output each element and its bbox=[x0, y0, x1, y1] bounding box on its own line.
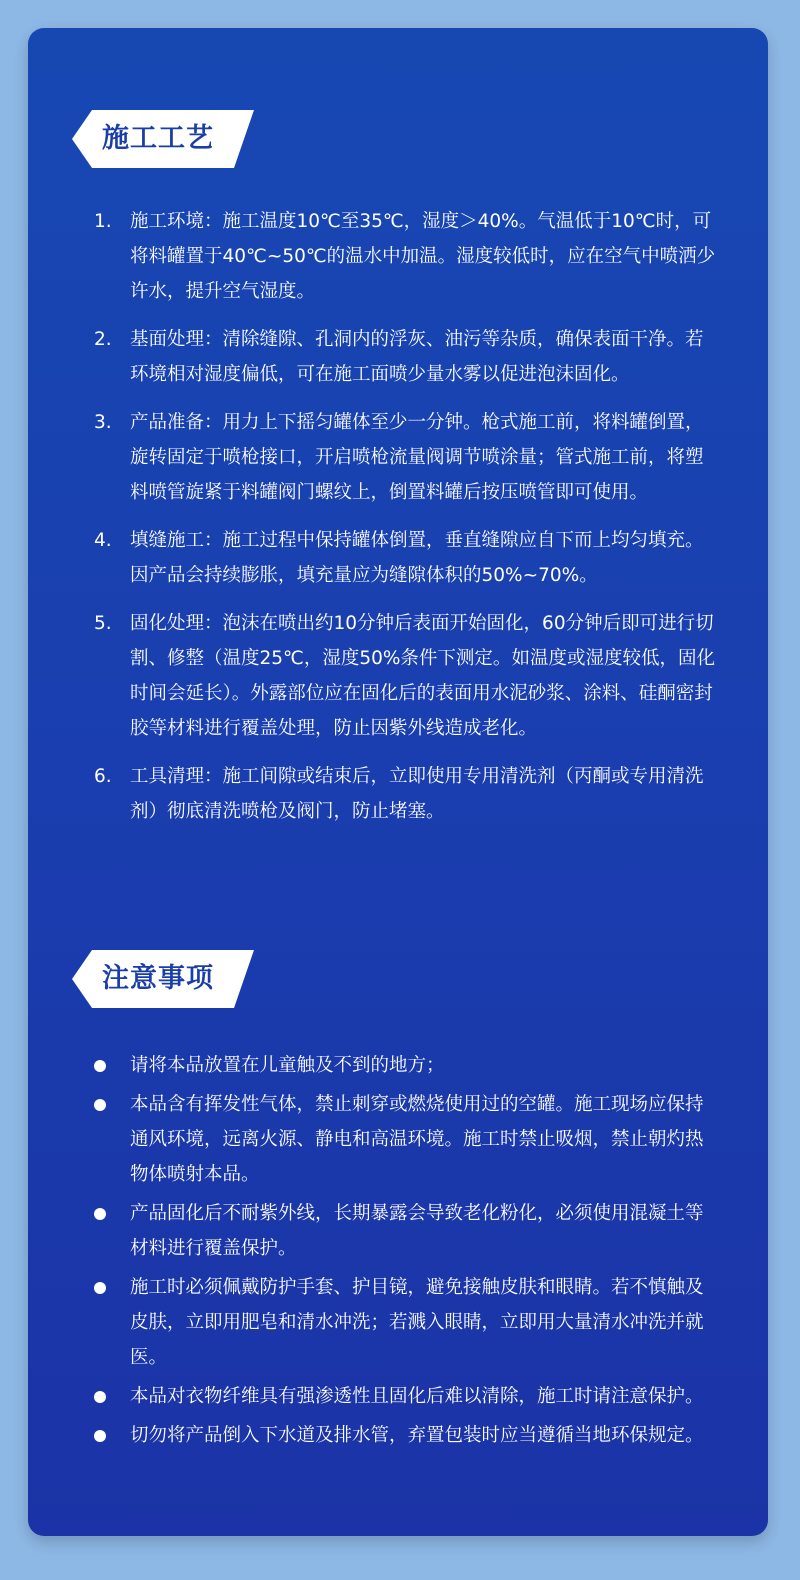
step-number: 6. bbox=[94, 766, 112, 787]
construction-heading: 施工工艺 bbox=[102, 123, 214, 154]
bullet-dot-icon bbox=[94, 1282, 106, 1294]
step-number: 5. bbox=[94, 613, 112, 634]
list-item bbox=[88, 523, 718, 593]
list-item bbox=[88, 759, 718, 829]
step-text: 填缝施工：施工过程中保持罐体倒置，垂直缝隙应自下而上均匀填充。因产品会持续膨胀，填充量应为缝隙体积的50%~70%。 bbox=[130, 530, 704, 586]
precautions-list bbox=[88, 1048, 718, 1457]
section-header-construction bbox=[68, 110, 258, 168]
list-item bbox=[88, 405, 718, 510]
list-item bbox=[88, 1196, 718, 1266]
bullet-dot-icon bbox=[94, 1060, 106, 1072]
construction-steps-list bbox=[88, 204, 718, 842]
step-number: 3. bbox=[94, 412, 112, 433]
list-item bbox=[88, 606, 718, 746]
bullet-dot-icon bbox=[94, 1099, 106, 1111]
step-number: 2. bbox=[94, 329, 112, 350]
step-text: 基面处理：清除缝隙、孔洞内的浮灰、油污等杂质，确保表面干净。若环境相对湿度偏低，可在施工面喷少量水雾以促进泡沫固化。 bbox=[130, 329, 704, 385]
note-text: 施工时必须佩戴防护手套、护目镜，避免接触皮肤和眼睛。若不慎触及皮肤，立即用肥皂和清水冲洗；若溅入眼睛，立即用大量清水冲洗并就医。 bbox=[130, 1277, 704, 1368]
list-item bbox=[88, 204, 718, 309]
note-text: 请将本品放置在儿童触及不到的地方； bbox=[130, 1055, 445, 1076]
step-text: 产品准备：用力上下摇匀罐体至少一分钟。枪式施工前，将料罐倒置，旋转固定于喷枪接口，开启喷枪流量阀调节喷涂量；管式施工前，将塑料喷管旋紧于料罐阀门螺纹上，倒置料罐后按压喷管即可使用。 bbox=[130, 412, 704, 503]
step-text: 施工环境：施工温度10℃至35℃，湿度＞40%。气温低于10℃时，可将料罐置于40℃~50℃的温水中加温。湿度较低时，应在空气中喷洒少许水，提升空气湿度。 bbox=[130, 211, 716, 302]
note-text: 本品对衣物纤维具有强渗透性且固化后难以清除，施工时请注意保护。 bbox=[130, 1386, 704, 1407]
bullet-dot-icon bbox=[94, 1391, 106, 1403]
list-item bbox=[88, 1418, 718, 1453]
bullet-dot-icon bbox=[94, 1208, 106, 1220]
list-item bbox=[88, 1048, 718, 1083]
step-number: 1. bbox=[94, 211, 112, 232]
step-text: 固化处理：泡沫在喷出约10分钟后表面开始固化，60分钟后即可进行切割、修整（温度25℃，湿度50%条件下测定。如温度或湿度较低，固化时间会延长）。外露部位应在固化后的表面用水泥砂浆、涂料、硅酮密封胶等材料进行覆盖处理，防止因紫外线造成老化。 bbox=[130, 613, 715, 739]
list-item bbox=[88, 322, 718, 392]
list-item bbox=[88, 1087, 718, 1192]
list-item bbox=[88, 1379, 718, 1414]
precautions-heading: 注意事项 bbox=[102, 963, 214, 994]
bullet-dot-icon bbox=[94, 1430, 106, 1442]
note-text: 产品固化后不耐紫外线，长期暴露会导致老化粉化，必须使用混凝土等材料进行覆盖保护。 bbox=[130, 1203, 704, 1259]
list-item bbox=[88, 1270, 718, 1375]
section-header-precautions bbox=[68, 950, 258, 1008]
note-text: 本品含有挥发性气体，禁止刺穿或燃烧使用过的空罐。施工现场应保持通风环境，远离火源、静电和高温环境。施工时禁止吸烟，禁止朝灼热物体喷射本品。 bbox=[130, 1094, 704, 1185]
content-card bbox=[28, 28, 768, 1536]
note-text: 切勿将产品倒入下水道及排水管，弃置包装时应当遵循当地环保规定。 bbox=[130, 1425, 704, 1446]
step-number: 4. bbox=[94, 530, 112, 551]
step-text: 工具清理：施工间隙或结束后，立即使用专用清洗剂（丙酮或专用清洗剂）彻底清洗喷枪及阀门，防止堵塞。 bbox=[130, 766, 704, 822]
